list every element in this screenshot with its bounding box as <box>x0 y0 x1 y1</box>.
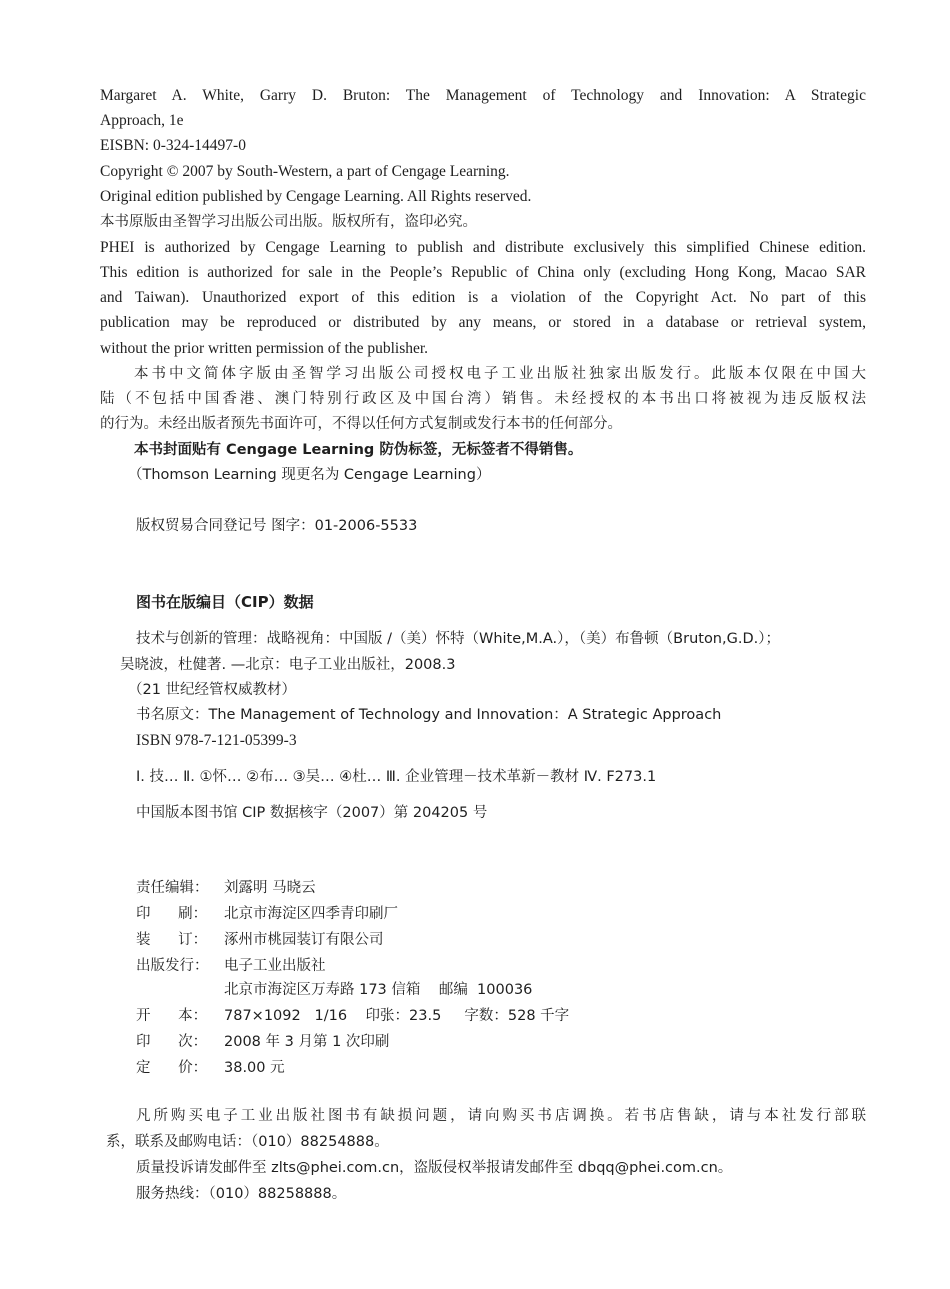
notice-line: 凡所购买电子工业出版社图书有缺损问题，请向购买书店调换。若书店售缺，请与本社发行部联 <box>136 1108 866 1124</box>
imprint-value: 涿州市桃园装订有限公司 <box>224 932 384 948</box>
publisher-rename-line: （Thomson Learning 现更名为 Cengage Learning） <box>128 467 491 483</box>
imprint-binder <box>136 930 384 950</box>
imprint-price <box>136 1058 285 1078</box>
imprint-publisher <box>136 956 326 976</box>
cip-entry-line: 技术与创新的管理：战略视角：中国版 /（美）怀特（White,M.A.），（美）布鲁顿（Bruton,G.D.）； <box>136 631 780 647</box>
cip-isbn: ISBN 978-7-121-05399-3 <box>136 732 297 749</box>
copyright-line: Copyright © 2007 by South-Western, a part of Cengage Learning. <box>100 163 510 180</box>
cip-series: （21 世纪经管权威教材） <box>128 682 297 698</box>
imprint-editor <box>136 878 316 898</box>
anti-counterfeit-label-line: 本书封面贴有 Cengage Learning 防伪标签，无标签者不得销售。 <box>134 442 583 458</box>
imprint-value: 北京市海淀区四季青印刷厂 <box>224 906 398 922</box>
imprint-value: 2008 年 3 月第 1 次印刷 <box>224 1034 390 1050</box>
imprint-label: 开 本： <box>136 1008 208 1024</box>
notice-hotline-line: 服务热线：（010）88258888。 <box>136 1186 347 1202</box>
eisbn-line: EISBN: 0-324-14497-0 <box>100 137 246 154</box>
notice-line: 系，联系及邮购电话：（010）88254888。 <box>106 1134 389 1150</box>
phei-paragraph-line: PHEI is authorized by Cengage Learning to publish and distribute exclusively this simplified Chinese edition. <box>100 239 866 256</box>
cip-data-number: 中国版本图书馆 CIP 数据核字（2007）第 204205 号 <box>136 805 488 821</box>
imprint-label: 印 刷： <box>136 906 208 922</box>
imprint-printer <box>136 904 398 924</box>
zh-authorization-line: 的行为。未经出版者预先书面许可，不得以任何方式复制或发行本书的任何部分。 <box>100 416 622 432</box>
imprint-label: 责任编辑： <box>136 880 209 896</box>
cip-classification: I. 技… Ⅱ. ①怀… ②布… ③吴… ④杜… Ⅲ. 企业管理－技术革新－教材 Ⅳ. F273.1 <box>136 769 657 785</box>
cip-title: 图书在版编目（CIP）数据 <box>136 593 314 611</box>
cip-entry-line-cont: 吴晓波，杜健著. —北京：电子工业出版社，2008.3 <box>120 657 456 673</box>
zh-authorization-line: 本书中文简体字版由圣智学习出版公司授权电子工业出版社独家出版发行。此版本仅限在中国大 <box>134 366 866 382</box>
imprint-value: 电子工业出版社 <box>224 958 326 974</box>
original-book-citation-cont: Approach, 1e <box>100 112 184 129</box>
imprint-value: 787×1092 1/16 印张：23.5 字数：528 千字 <box>224 1008 570 1024</box>
phei-paragraph-line: and Taiwan). Unauthorized export of this edition is a violation of the Copyright Act. No part of this <box>100 289 866 306</box>
contract-registration-line: 版权贸易合同登记号 图字：01-2006-5533 <box>136 518 418 534</box>
imprint-value: 38.00 元 <box>224 1060 285 1076</box>
imprint-label: 出版发行： <box>136 958 209 974</box>
imprint-format <box>136 1006 569 1026</box>
imprint-value: 刘露明 马晓云 <box>224 880 316 896</box>
notice-complaint-line: 质量投诉请发邮件至 zlts@phei.com.cn，盗版侵权举报请发邮件至 dbqq@phei.com.cn。 <box>136 1160 733 1176</box>
imprint-label: 装 订： <box>136 932 208 948</box>
imprint-value: 北京市海淀区万寿路 173 信箱 邮编 100036 <box>224 982 533 998</box>
imprint-label: 印 次： <box>136 1034 208 1050</box>
phei-paragraph-line: publication may be reproduced or distributed by any means, or stored in a database or retrieval system, <box>100 314 866 331</box>
imprint-label: 定 价： <box>136 1060 208 1076</box>
zh-authorization-line: 陆（不包括中国香港、澳门特别行政区及中国台湾）销售。未经授权的本书出口将被视为违反版权法 <box>100 391 866 407</box>
imprint-printing <box>136 1032 389 1052</box>
original-book-citation: Margaret A. White, Garry D. Bruton: The Management of Technology and Innovation: A Strategic <box>100 87 866 104</box>
cip-original-title: 书名原文：The Management of Technology and Innovation：A Strategic Approach <box>136 707 722 723</box>
original-edition-line: Original edition published by Cengage Learning. All Rights reserved. <box>100 188 532 205</box>
imprint-address <box>136 980 532 1000</box>
phei-paragraph-line: without the prior written permission of the publisher. <box>100 340 429 357</box>
phei-paragraph-line: This edition is authorized for sale in the People’s Republic of China only (excluding Hong Kong, Macao SAR <box>100 264 866 281</box>
zh-rights-line: 本书原版由圣智学习出版公司出版。版权所有，盗印必究。 <box>100 214 477 230</box>
